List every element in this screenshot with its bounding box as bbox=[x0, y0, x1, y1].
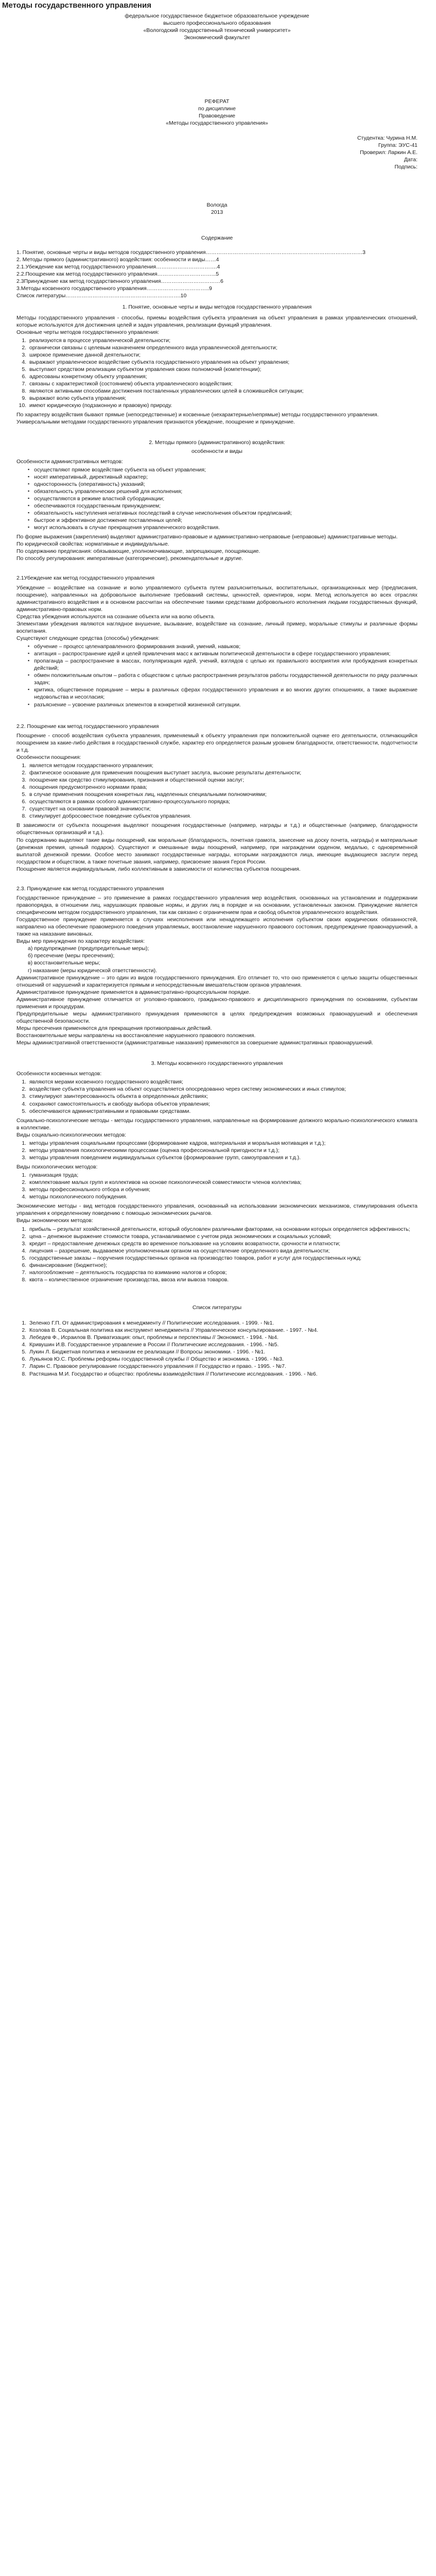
features-list bbox=[28, 466, 417, 532]
list-item: ▪ обязательность управленческих решений для исполнения; bbox=[28, 488, 417, 495]
city: Вологда bbox=[206, 201, 228, 208]
list-item: ▪ агитация – распространение идей и целей привлечения масс к активным политической деятельности в сфере государственного управления; bbox=[28, 650, 417, 657]
toc-item: 2.2.Поощрение как метод государственного управления…………………………...5 bbox=[16, 271, 219, 278]
list-item: г) наказание (меры юридической ответственности). bbox=[28, 967, 158, 974]
date-line: Дата: bbox=[404, 156, 417, 163]
list-item: 3. поощрение как средство стимулирования, признания и общественной оценки заслуг; bbox=[28, 776, 417, 784]
list-item: ▪ обучение – процесс целенаправленного формирования знаний, умений, навыков; bbox=[28, 643, 417, 650]
paragraph: Предупредительные меры административного принуждения применяются в целях предупреждения возможных правонарушений и обеспечения общественной безопасности. bbox=[16, 1010, 417, 1024]
list-item: ▪ обмен положительным опытом – работа с обществом с целью распространения результатов работы государственной деятельности по ряду различных задач; bbox=[28, 672, 417, 686]
paragraph: Административное принуждение применяется в административно-процессуальном порядке. bbox=[16, 989, 251, 995]
features-list bbox=[28, 1078, 417, 1114]
bibliography-item: 7. Ларин С. Правовое регулирование государственного управления // Государство и право. - 1995. - №7. bbox=[28, 1363, 417, 1370]
paragraph: По характеру воздействия бывают прямые (непосредственные) и косвенные (нехарактерные/непрямые) методы государственного управления. bbox=[16, 412, 379, 418]
signature-line: Подпись: bbox=[394, 163, 417, 170]
section-2-2 bbox=[16, 723, 417, 873]
list-item: 3. широкое применение данной деятельности; bbox=[28, 351, 417, 359]
list-item: 2. органически связаны с целевым назначением определенного вида управленческой деятельности; bbox=[28, 344, 417, 351]
paragraph: Меры пресечения применяются для прекращения противоправных действий. bbox=[16, 1025, 212, 1031]
list-item: ▪ обязательность наступления негативных последствий в случае неисполнения объектом предписаний; bbox=[28, 510, 417, 517]
list-item: 3. стимулируют заинтересованность объекта в определенных действиях; bbox=[28, 1093, 417, 1100]
list-item: 6. осуществляются в рамках особого административно-процессуального порядка; bbox=[28, 798, 417, 805]
paragraph: Особенности поощрения: bbox=[16, 754, 81, 760]
section-heading: 3. Методы косвенного государственного управления bbox=[151, 1060, 283, 1067]
features-list bbox=[28, 762, 417, 820]
paragraph: Методы государственного управления - способы, приемы воздействия субъекта управления на объект управления в рамках управленческих отношений, которые используются для достижения целей и задач управления, реализации функций управления. bbox=[16, 314, 417, 328]
list-item: ▪ разъяснение – усвоение различных элементов в конкретной жизненной ситуации. bbox=[28, 701, 417, 708]
paragraph: По способу регулирования: императивные (категорические), рекомендательные и другие. bbox=[16, 555, 243, 562]
paragraph: По содержанию выделяют такие виды поощрений, как моральные (благодарность, почетная грамота, занесение на доску почета, награды) и материальные (денежная премия, ценный подарок). Существуют и смешанные виды поощрений, например, при награждении орденом, медалью, с одновременной выплатой денежной премии. Особое место занимают государственные награды, которыми награждаются лица, имеющие выдающиеся заслуги перед государством и обществом, а также почетные звания, например, присвоение звания Героя России. bbox=[16, 837, 417, 865]
paragraph: Административное принуждение – это один из видов государственного принуждения. Его отличает то, что оно применяется с целью защиты общественных отношений от нарушений и характеризуется прямым и непосредственным вмешательством органов управления. bbox=[16, 974, 417, 988]
section-3 bbox=[16, 1060, 417, 1283]
list-item: 2. воздействие субъекта управления на объект осуществляется опосредованно через систему экономических и иных стимулов; bbox=[28, 1086, 417, 1093]
institution-line: высшего профессионального образования bbox=[163, 20, 271, 27]
list-item: 4. методы психологического побуждения. bbox=[28, 1193, 417, 1200]
section-heading: 2.3. Принуждение как метод государственного управления bbox=[16, 885, 164, 892]
title-page bbox=[16, 12, 417, 216]
list-item: ▪ осуществляют прямое воздействие субъекта на объект управления; bbox=[28, 466, 417, 473]
section-heading: 2.2. Поощрение как метод государственного управления bbox=[16, 723, 159, 730]
list-item: ▪ критика, общественное порицание – меры в различных сферах государственного управления и во многих других отношениях, а также выражение недовольства и несогласия; bbox=[28, 686, 417, 701]
bibliography-item: 5. Лукин Л. Бюджетная политика и механизм ее реализации // Вопросы экономики. - 1996. - №1. bbox=[28, 1348, 417, 1355]
list-item: ▪ пропаганда – распространение в массах, популяризация идей, учений, взглядов с целью их правильного восприятия или пробуждения конкретных действий; bbox=[28, 657, 417, 672]
list-item: 1. методы управления социальными процессами (формирование кадров, материальная и моральная мотивация и т.д.); bbox=[28, 1140, 417, 1147]
list-item: а) предупреждение (предупредительные меры); bbox=[28, 945, 149, 952]
list-item: в) восстановительные меры; bbox=[28, 960, 100, 967]
list-item: 7. существует на основании правовой значимости; bbox=[28, 805, 417, 812]
list-item: ▪ осуществляются в режиме властной субординации; bbox=[28, 495, 417, 502]
list-item: 3. методы профессионального отбора и обучения; bbox=[28, 1186, 417, 1193]
toc-item: 1. Понятие, основные черты и виды методов государственного управления……………………………………………………………………………3 bbox=[16, 249, 365, 256]
paragraph: Государственное принуждение применяется в случаях неисполнения или ненадлежащего исполнения субъектом своих юридических обязанностей, направлено на обеспечение правомерного поведения управляемых, восстановление нарушенного правового состояния, предупреждение правонарушений, а также на наказание виновных. bbox=[16, 917, 417, 938]
paragraph: В зависимости от субъекта поощрения выделяют поощрения государственные (например, награды и т.д.) и общественные (например, благодарности общественных организаций и т.д.). bbox=[16, 822, 417, 836]
list-item: 5. выступают средством реализации субъектом управления своих полномочий (компетенции); bbox=[28, 366, 417, 373]
toc-item: Список литературы……………………………………………………….10 bbox=[16, 293, 187, 299]
paragraph: Социально-психологические методы - методы государственного управления, направленные на формирование должного морально-психологического климата в коллективе. bbox=[16, 1117, 417, 1131]
section-heading: 2. Методы прямого (административного) воздействия: bbox=[149, 439, 285, 446]
checker-line: Проверил: Ларкин А.Е. bbox=[360, 149, 417, 156]
section-heading: особенности и виды bbox=[191, 448, 242, 454]
list-item: 4. выражают управленческое воздействие субъекта государственного управления на объект управления; bbox=[28, 359, 417, 366]
section-2-3 bbox=[16, 885, 417, 1046]
list-item: 1. гуманизация труда; bbox=[28, 1172, 417, 1179]
list-item: 8. квота – количественное ограничение производства, ввоза или вывоза товаров. bbox=[28, 1276, 417, 1283]
list-item: 7. налогообложение – деятельность государства по взиманию налогов и сборов; bbox=[28, 1269, 417, 1276]
list-item: 4. сохраняют самостоятельность и свободу выбора объектов управления; bbox=[28, 1100, 417, 1108]
list-item: 1. являются мерами косвенного государственного воздействия; bbox=[28, 1078, 417, 1086]
list-item: 8. стимулирует добросовестное поведение субъектов управления. bbox=[28, 812, 417, 820]
toc-item: 3.Методы косвенного государственного управления……………………………..9 bbox=[16, 285, 212, 292]
section-1 bbox=[16, 303, 417, 426]
paragraph: Виды экономических методов: bbox=[16, 1217, 93, 1224]
toc-item: 2. Методы прямого (административного) воздействия: особенности и виды……4 bbox=[16, 257, 219, 263]
list-item: 1. реализуются в процессе управленческой деятельности; bbox=[28, 337, 417, 344]
list-item: ▪ быстрое и эффективное достижение поставленных целей; bbox=[28, 517, 417, 524]
list-item: 7. связаны с характеристикой (состоянием) объекта управленческого воздействия; bbox=[28, 380, 417, 387]
paragraph: Особенности административных методов: bbox=[16, 458, 123, 465]
toc-title: Содержание bbox=[201, 234, 233, 241]
paragraph: Существуют следующие средства (способы) убеждения: bbox=[16, 635, 160, 641]
list-item: ▪ могут использовать в случае прекращения управленческого воздействия. bbox=[28, 524, 417, 531]
social-methods-list bbox=[28, 1140, 417, 1161]
paragraph: Поощрение - способ воздействия субъекта управления, применяемый к объекту управления при положительной оценке его деятельности, отличающийся поощрением за какие-либо действия в государственной службе, характер его определяется разным уровнем благодарности, ответственности, подотчетности и т.д. bbox=[16, 732, 417, 753]
paragraph: Средства убеждения используются на сознание объекта или на волю объекта. bbox=[16, 613, 215, 620]
doc-type: РЕФЕРАТ bbox=[204, 98, 230, 105]
list-item: 5. в случае применения поощрения конкретных лиц, наделенных специальными полномочиями; bbox=[28, 791, 417, 798]
list-item: 2. методы управления психологическими процессами (оценка профессиональной пригодности и т.д.); bbox=[28, 1147, 417, 1154]
discipline: Правоведение bbox=[198, 113, 236, 120]
list-item: 3. методы управления поведением индивидуальных субъектов (формирование групп, самоуправления и т.д.). bbox=[28, 1154, 417, 1161]
list-item: 9. выражают волю субъекта управления; bbox=[28, 395, 417, 402]
paragraph: Меры административной ответственности (административные наказания) применяются за совершение административных правонарушений. bbox=[16, 1040, 373, 1046]
list-item: 4. лицензия – разрешение, выдаваемое уполномоченным органом на осуществление определенного вида деятельности; bbox=[28, 1247, 417, 1255]
year: 2013 bbox=[211, 209, 223, 215]
paragraph: По форме выражения (закрепления) выделяют административно-правовые и административно-неправовые (неправовые) административные методы. bbox=[16, 534, 398, 540]
paragraph: Восстановительные меры направлены на восстановление нарушенного правового положения. bbox=[16, 1032, 256, 1039]
features-list bbox=[28, 337, 417, 410]
paragraph: Основные черты методов государственного управления: bbox=[16, 329, 160, 335]
toc-item: 2.3Принуждение как метод государственного управления……………………………6 bbox=[16, 278, 223, 285]
list-item: б) пресечение (меры пресечения); bbox=[28, 953, 115, 959]
paragraph: Виды мер принуждения по характеру воздействия: bbox=[16, 938, 145, 945]
paragraph: Универсальными методами государственного управления признаются убеждение, поощрение и принуждение. bbox=[16, 419, 295, 426]
paragraph: Административное принуждение отличается от уголовно-правового, гражданско-правового и дисциплинарного принуждения по основаниям, субъектам применения и процедурам. bbox=[16, 996, 417, 1010]
institution-line: федеральное государственное бюджетное образовательное учреждение bbox=[125, 13, 309, 19]
paragraph: Виды социально-психологических методов: bbox=[16, 1131, 127, 1138]
topic: «Методы государственного управления» bbox=[166, 120, 268, 127]
section-heading: 1. Понятие, основные черты и виды методов государственного управления bbox=[122, 304, 312, 311]
list-item: 8. являются активными способами достижения поставленных управленческих целей в сложившейся ситуации; bbox=[28, 387, 417, 395]
bibliography-item: 1. Зеленко Г.П. От администрирования к менеджменту // Политические исследования. - 1999. - №1. bbox=[28, 1319, 417, 1327]
page-title: Методы государственного управления bbox=[2, 1, 151, 10]
section-2-1 bbox=[16, 574, 417, 708]
bibliography-item: 4. Кривушин И.В. Государственное управление в России // Политические исследования. - 1996. - №5. bbox=[28, 1341, 417, 1348]
bibliography-item: 6. Лукьянов Ю.С. Проблемы реформы государственной службы // Общество и экономика. - 1996. - №3. bbox=[28, 1355, 417, 1363]
group-line: Группа: ЭУС-41 bbox=[378, 142, 417, 148]
paragraph: Виды психологических методов: bbox=[16, 1164, 98, 1170]
section-2 bbox=[16, 439, 417, 562]
paragraph: Особенности косвенных методов: bbox=[16, 1071, 102, 1077]
discipline-lead: по дисциплине bbox=[198, 106, 236, 112]
bibliography bbox=[16, 1304, 417, 1378]
toc-item: 2.1.Убеждение как метод государственного управления…………………………….4 bbox=[16, 264, 220, 270]
bibliography-item: 3. Лебедев Ф., Исраилов В. Приватизация: опыт, проблемы и перспективы // Экономист. - 1994. - №4. bbox=[28, 1334, 417, 1341]
list-item: 10. имеют юридическую (подзаконную и правовую) природу. bbox=[28, 402, 417, 409]
list-item: 5. обеспечиваются административными и правовыми средствами. bbox=[28, 1108, 417, 1115]
institution-line: «Вологодский государственный технический университет» bbox=[143, 27, 291, 34]
list-item: 2. цена – денежное выражение стоимости товара, устанавливаемое с учетом ряда экономических и социальных условий; bbox=[28, 1233, 417, 1240]
bibliography-item: 8. Растяшина М.И. Государство и общество: проблемы взаимодействия // Политические исследования. - 1996. - №6. bbox=[28, 1370, 417, 1378]
faculty-line: Экономический факультет bbox=[184, 35, 250, 41]
student-line: Студентка: Чурина Н.М. bbox=[357, 134, 417, 141]
list-item: 2. фактическое основание для применения поощрения выступает заслуга, высокие результаты деятельности; bbox=[28, 769, 417, 776]
paragraph: По юридической свойства: нормативные и индивидуальные. bbox=[16, 541, 169, 548]
paragraph: Государственное принуждение – это применение в рамках государственного управления мер воздействия, основанных на установлении и поддержании правопорядка, в отношении лиц, нарушающих правовые нормы, и других лиц в порядке и на основании, установленных законом. Принуждение является специфическим методом государственного управления, так как связано с ограничением прав и свобод объектов управленческого воздействия. bbox=[16, 894, 417, 916]
list-item: 1. является методом государственного управления; bbox=[28, 762, 417, 769]
bibliography-title: Список литературы bbox=[192, 1304, 242, 1311]
bibliography-item: 2. Козлова В. Социальная политика как инструмент менеджмента // Управленческое консультирование. - 1997. - №4. bbox=[28, 1327, 417, 1334]
paragraph: По содержанию предписания: обязывающие, уполномочивающие, запрещающие, поощряющие. bbox=[16, 548, 260, 555]
list-item: 6. адресованы конкретному объекту управления; bbox=[28, 373, 417, 380]
list-item: 6. финансирование (бюджетное); bbox=[28, 1262, 417, 1269]
paragraph: Убеждение – воздействие на сознание и волю управляемого субъекта путем разъяснительных, воспитательных, организационных мер (предписания, поощрение), направленных на добровольное выполнение требований системы, ценностей, ориентиров, норм. Метод используется во всех отраслях административного воздействия и в основном рассчитан на обеспечение такими средствами добровольного исполнения людьми государственных функций, административно-правовых норм. bbox=[16, 584, 417, 613]
list-item: ▪ односторонность (оперативность) указаний; bbox=[28, 481, 417, 488]
means-list bbox=[28, 643, 417, 708]
paragraph: Поощрение является индивидуальным, либо коллективным в зависимости от количества субъектов поощрения. bbox=[16, 866, 301, 872]
list-item: 1. прибыль – результат хозяйственной деятельности, который обусловлен различными факторами, на основании которых определяется эффективность; bbox=[28, 1226, 417, 1233]
section-heading: 2.1Убеждение как метод государственного управления bbox=[16, 575, 155, 582]
econ-methods-list bbox=[28, 1226, 417, 1284]
bibliography-list bbox=[28, 1319, 417, 1378]
list-item: 4. поощрения предусмотренного нормами права; bbox=[28, 784, 417, 791]
list-item: ▪ обеспечиваются государственным принуждением; bbox=[28, 502, 417, 510]
list-item: 2. комплектование малых групп и коллективов на основе психологической совместимости членов коллектива; bbox=[28, 1179, 417, 1186]
psych-methods-list bbox=[28, 1172, 417, 1200]
paragraph: Элементами убеждения являются наглядное внушение, вызывание, воздействие на сознание, личный пример, моральные стимулы и различные формы воспитания. bbox=[16, 620, 417, 634]
paragraph: Экономические методы - вид методов государственного управления, основанный на использовании экономических механизмов, стимулирования объекта управления к определенному поведению с помощью экономических рычагов. bbox=[16, 1203, 417, 1217]
list-item: ▪ носят императивный, директивный характер; bbox=[28, 473, 417, 481]
list-item: 5. государственные заказы – поручения государственных органов на производство товаров, работ и услуг для государственных нужд; bbox=[28, 1255, 417, 1262]
table-of-contents bbox=[16, 234, 417, 300]
list-item: 3. кредит – предоставление денежных средств во временное пользование на условиях возвратности, срочности и платности; bbox=[28, 1240, 417, 1247]
